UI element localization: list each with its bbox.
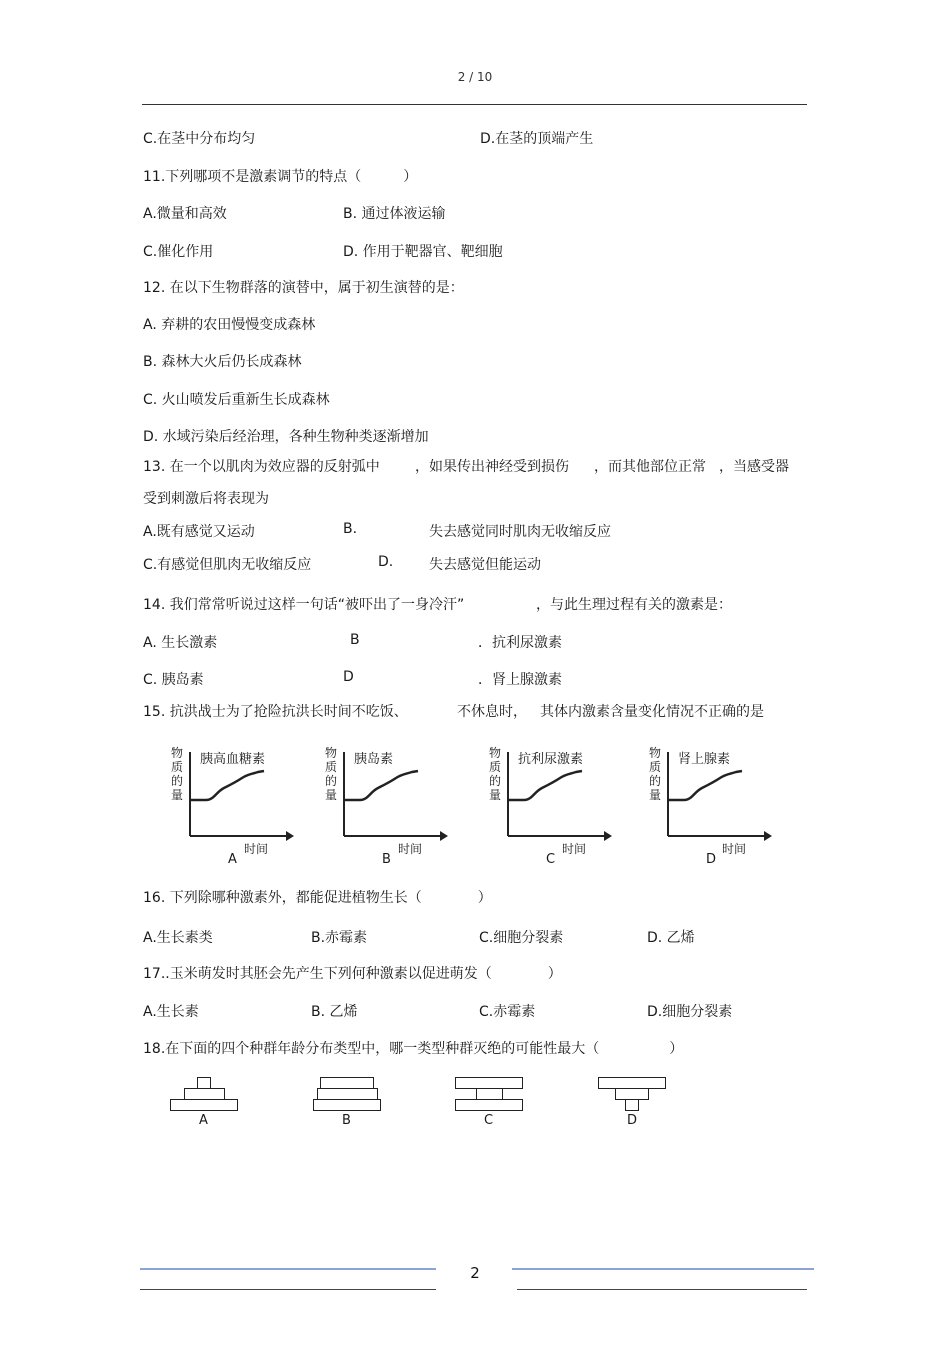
q12-option-a: A. 弃耕的农田慢慢变成森林 [143,317,316,333]
x-axis-arrow [764,831,772,841]
chart-ylabel-char: 的 [648,774,661,788]
q18-pyramid-b [313,1077,381,1137]
q15-chart-a [170,742,300,872]
q16-stem: 16. 下列除哪种激素外，都能促进植物生长（ ） [143,890,492,906]
chart-title: 肾上腺素 [678,752,731,767]
q15-chart-d [648,742,778,872]
q17-option-a: A.生长素 [143,1004,199,1020]
chart-letter: A [228,852,237,867]
chart-ylabel-char: 的 [170,774,183,788]
footer-dark-line-right [517,1289,807,1290]
chart-xlabel: 时间 [722,842,747,856]
q14-stem-part2: ，与此生理过程有关的激素是： [536,597,732,613]
q13-stem-part5: 受到刺激后将表现为 [143,491,269,507]
chart-ylabel-char: 质 [488,760,501,774]
q14-option-b-text: ．抗利尿激素 [478,635,562,651]
q12-option-d: D. 水域污染后经治理，各种生物种类逐渐增加 [143,429,429,445]
q13-option-d-text: 失去感觉但能运动 [429,557,541,573]
chart-letter: D [706,852,717,867]
q11-option-d: D. 作用于靶器官、靶细胞 [343,244,503,260]
q18-stem: 18.在下面的四个种群年龄分布类型中，哪一类型种群灭绝的可能性最大（ ） [143,1041,684,1057]
chart-ylabel-char: 物 [324,746,337,760]
q17-option-d: D.细胞分裂素 [647,1004,733,1020]
chart-ylabel-char: 的 [488,774,501,788]
q16-option-d: D. 乙烯 [647,930,695,946]
q13-stem-part4: ，当感受器 [719,459,789,475]
chart-letter: C [546,852,556,867]
q17-option-b: B. 乙烯 [311,1004,358,1020]
footer-page-number: 2 [470,1264,480,1282]
q10-option-c: C.在茎中分布均匀 [143,131,256,147]
curve-line [668,771,742,800]
chart-title: 胰高血糖素 [200,752,266,767]
chart-ylabel-char: 量 [170,788,183,802]
q14-option-c: C. 胰岛素 [143,672,204,688]
q11-option-b: B. 通过体液运输 [343,206,446,222]
pyramid-bar [170,1099,238,1111]
q17-option-c: C.赤霉素 [479,1004,536,1020]
q12-stem: 12. 在以下生物群落的演替中，属于初生演替的是： [143,280,464,296]
pyramid-letter: C [484,1113,494,1128]
q11-option-c: C.催化作用 [143,244,214,260]
q18-pyramid-c [455,1077,523,1137]
q14-stem-part1: 14. 我们常常听说过这样一句话“被吓出了一身冷汗” [143,597,465,613]
q13-stem-part3: ，而其他部位正常 [594,459,706,475]
chart-ylabel-char: 物 [648,746,661,760]
curve-line [344,771,418,800]
chart-ylabel-char: 的 [324,774,337,788]
q14-option-b-letter: B [350,632,360,648]
chart-ylabel [488,746,502,802]
chart-title: 抗利尿激素 [518,752,584,767]
q10-option-d: D.在茎的顶端产生 [480,131,594,147]
page-indicator: 2 / 10 [457,70,493,84]
q13-option-a: A.既有感觉又运动 [143,524,255,540]
q16-option-a: A.生长素类 [143,930,213,946]
q16-option-c: C.细胞分裂素 [479,930,564,946]
q11-option-a: A.微量和高效 [143,206,227,222]
q14-option-a: A. 生长激素 [143,635,218,651]
q11-stem: 11.下列哪项不是激素调节的特点（ ） [143,169,418,185]
header-rule [142,104,807,105]
pyramid-bar [313,1099,381,1111]
q13-stem-part1: 13. 在一个以肌肉为效应器的反射弧中 [143,459,380,475]
chart-ylabel [170,746,184,802]
q17-stem: 17..玉米萌发时其胚会先产生下列何种激素以促进萌发（ ） [143,966,562,982]
curve-line [190,771,264,800]
q12-option-c: C. 火山喷发后重新生长成森林 [143,392,330,408]
pyramid-letter: B [342,1113,351,1128]
q15-stem-part1: 15. 抗洪战士为了抢险抗洪长时间不吃饭、 [143,704,408,720]
chart-ylabel-char: 质 [648,760,661,774]
x-axis-arrow [286,831,294,841]
pyramid-bar [455,1099,523,1111]
q13-option-b-letter: B. [343,521,358,537]
curve-line [508,771,582,800]
x-axis-arrow [440,831,448,841]
chart-ylabel-char: 物 [488,746,501,760]
pyramid-bar [625,1099,639,1111]
footer-dark-line-left [140,1289,436,1290]
chart-ylabel-char: 质 [324,760,337,774]
q15-stem-part3: 其体内激素含量变化情况不正确的是 [540,704,764,720]
pyramid-letter: D [627,1113,638,1128]
x-axis-arrow [604,831,612,841]
q14-option-d-letter: D [343,669,354,685]
q16-option-b: B.赤霉素 [311,930,368,946]
chart-letter: B [382,852,391,867]
chart-ylabel-char: 物 [170,746,183,760]
q13-option-d-letter: D. [378,554,394,570]
chart-xlabel: 时间 [562,842,587,856]
chart-ylabel-char: 量 [324,788,337,802]
q13-stem-part2: ，如果传出神经受到损伤 [415,459,569,475]
q13-option-c: C.有感觉但肌肉无收缩反应 [143,557,312,573]
chart-ylabel [648,746,662,802]
chart-ylabel-char: 质 [170,760,183,774]
chart-title: 胰岛素 [354,752,394,767]
chart-ylabel-char: 量 [488,788,501,802]
q14-option-d-text: ．肾上腺激素 [478,672,562,688]
chart-ylabel-char: 量 [648,788,661,802]
chart-xlabel: 时间 [398,842,423,856]
pyramid-letter: A [199,1113,208,1128]
q12-option-b: B. 森林大火后仍长成森林 [143,354,302,370]
q18-pyramid-d [598,1077,666,1137]
chart-xlabel: 时间 [244,842,269,856]
q18-pyramid-a [170,1077,238,1137]
q15-stem-part2: 不休息时， [457,704,527,720]
chart-ylabel [324,746,338,802]
q15-chart-b [324,742,454,872]
q13-option-b-text: 失去感觉同时肌肉无收缩反应 [429,524,611,540]
q15-chart-c [488,742,618,872]
